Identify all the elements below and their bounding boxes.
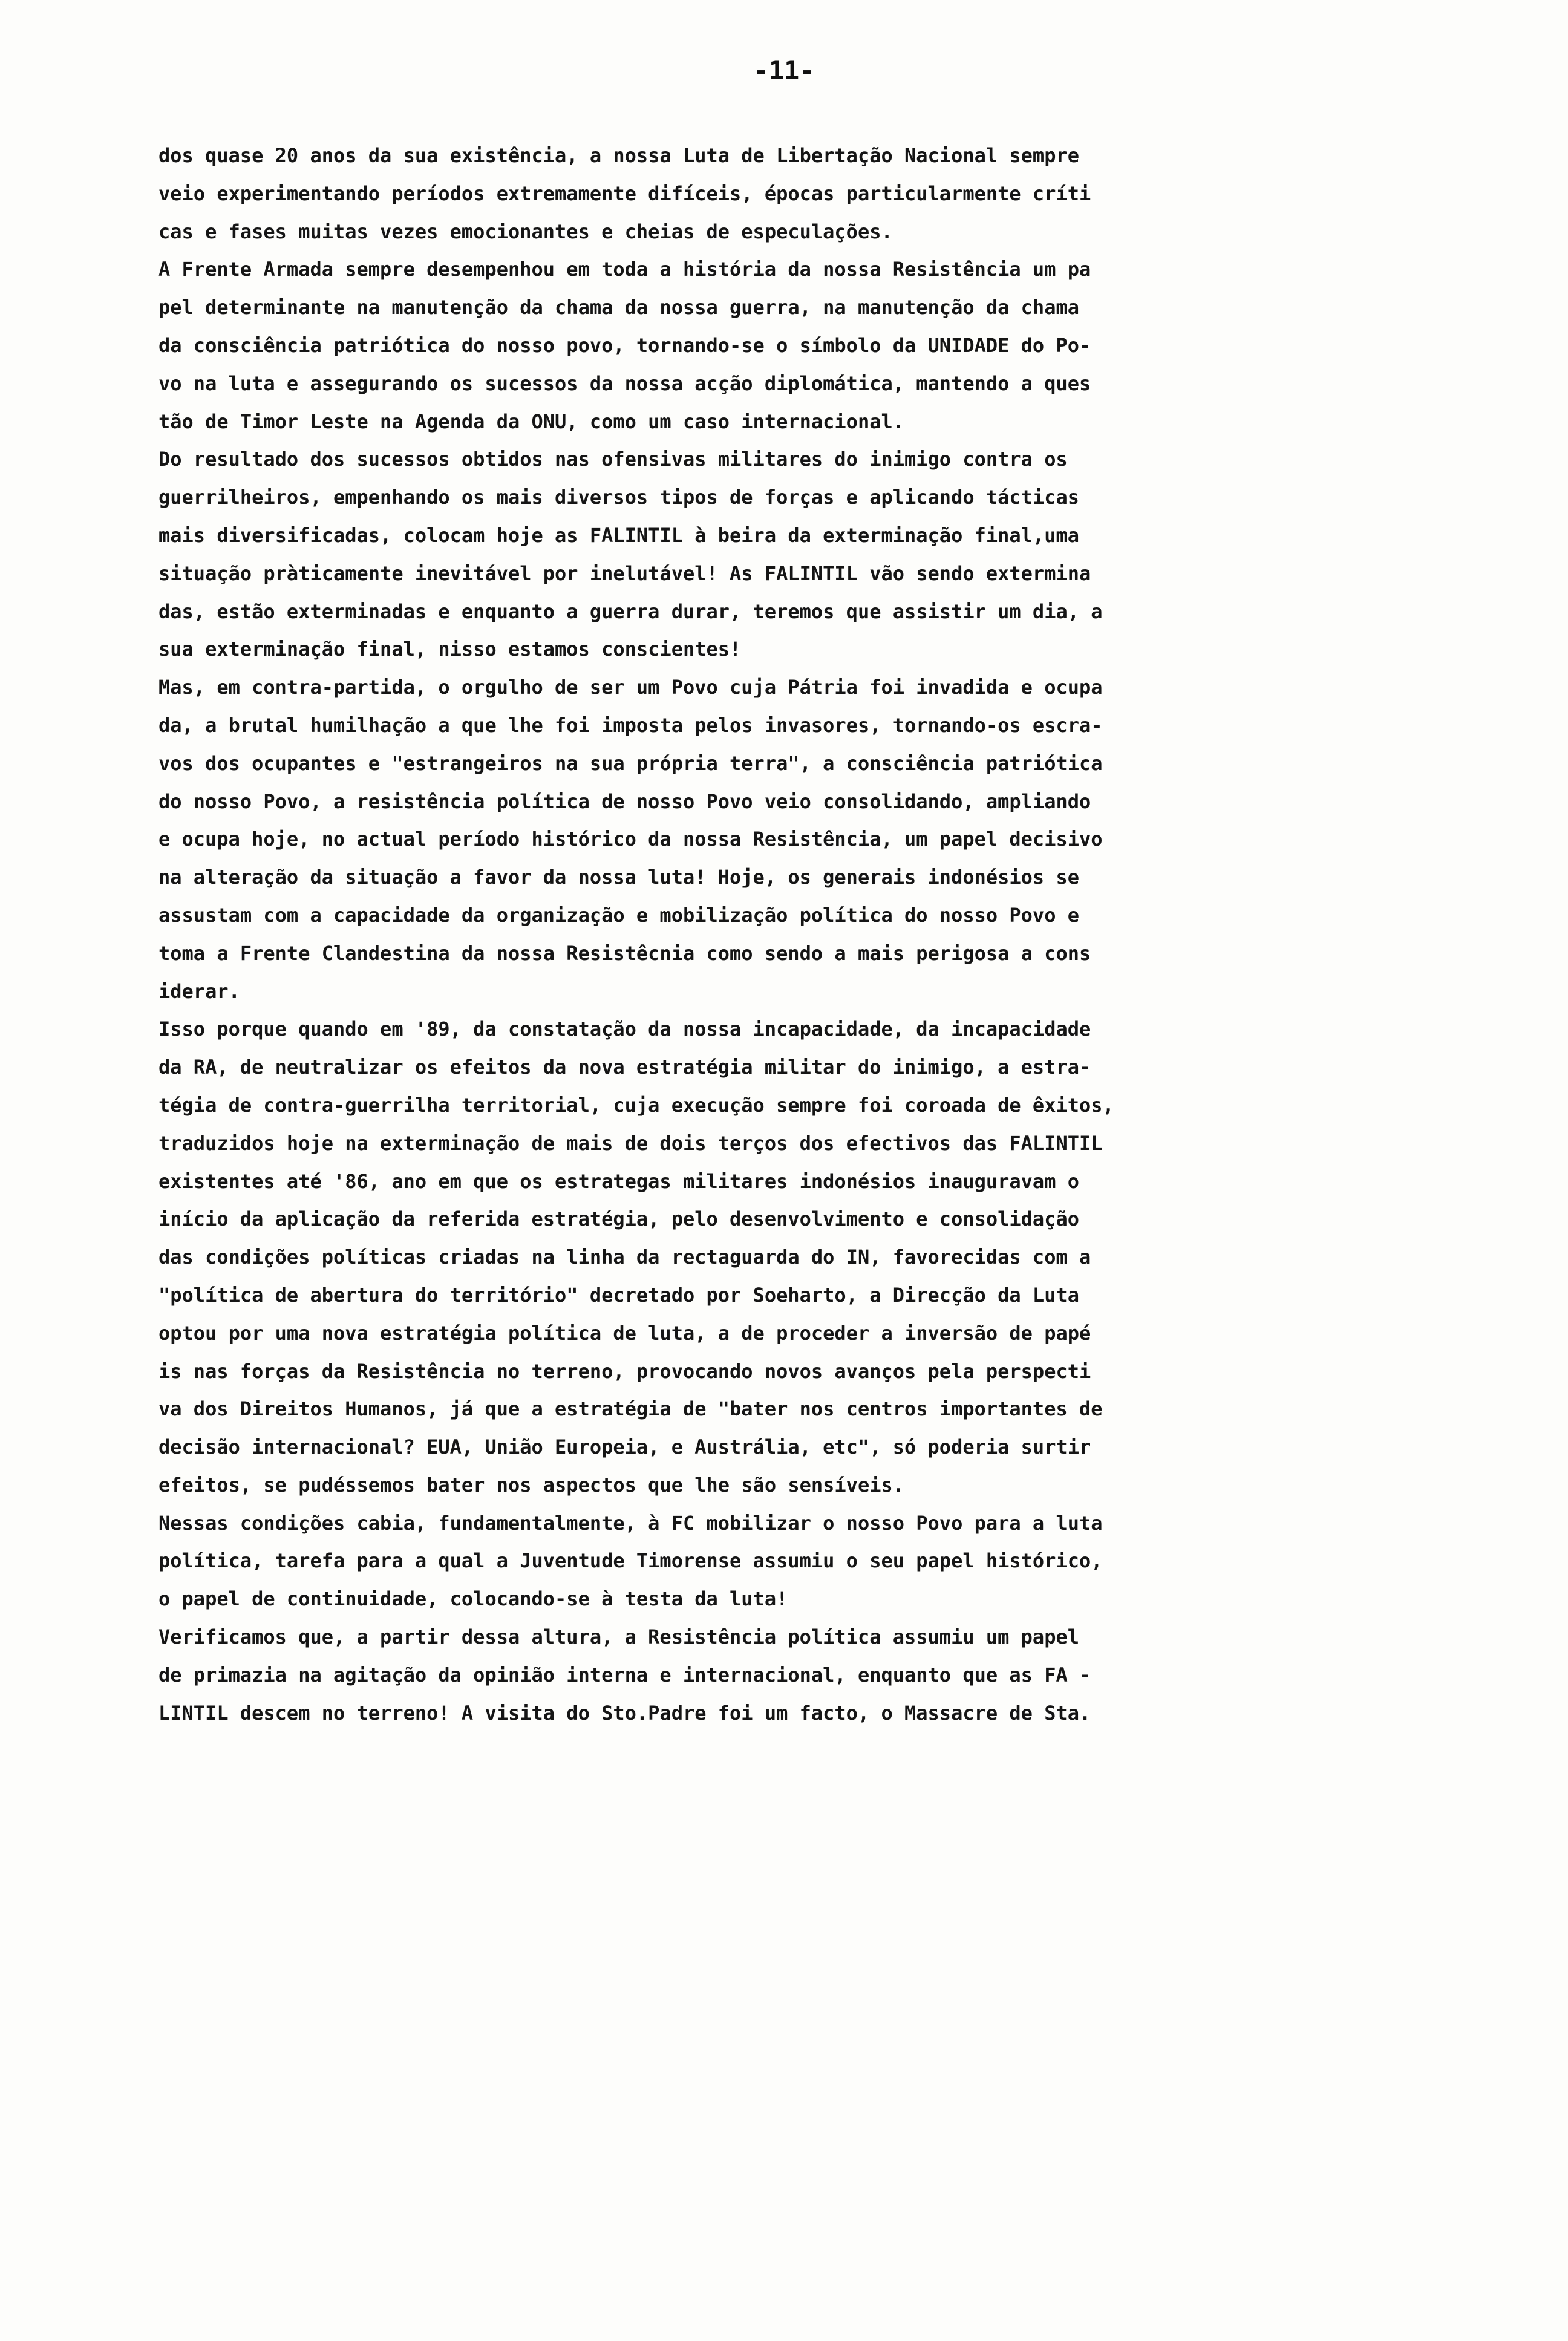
text-line: A Frente Armada sempre desempenhou em toda a história da nossa Resistência um pa — [158, 258, 1091, 281]
text-line: iderar. — [158, 979, 240, 1003]
text-line: pel determinante na manutenção da chama da nossa guerra, na manutenção da chama — [158, 296, 1079, 319]
text-line: início da aplicação da referida estratégia, pelo desenvolvimento e consolidação — [158, 1207, 1079, 1231]
text-line: de primazia na agitação da opinião interna e internacional, enquanto que as FA - — [158, 1663, 1091, 1686]
text-line: efeitos, se pudéssemos bater nos aspectos que lhe são sensíveis. — [158, 1473, 904, 1497]
text-line: va dos Direitos Humanos, já que a estratégia de "bater nos centros importantes de — [158, 1397, 1103, 1421]
text-line: existentes até '86, ano em que os estrategas militares indonésios inauguravam o — [158, 1169, 1079, 1193]
text-line: veio experimentando períodos extremamente difíceis, épocas particularmente críti — [158, 181, 1091, 205]
text-line: política, tarefa para a qual a Juventude Timorense assumiu o seu papel histórico, — [158, 1549, 1103, 1573]
text-line: vo na luta e assegurando os sucessos da nossa acção diplomática, mantendo a ques — [158, 371, 1091, 395]
text-line: vos dos ocupantes e "estrangeiros na sua própria terra", a consciência patriótica — [158, 751, 1103, 775]
document-body — [158, 137, 1412, 1732]
text-line: decisão internacional? EUA, União Europeia, e Austrália, etc", só poderia surtir — [158, 1435, 1091, 1459]
text-line: tão de Timor Leste na Agenda da ONU, como um caso internacional. — [158, 410, 904, 433]
text-line: LINTIL descem no terreno! A visita do Sto.Padre foi um facto, o Massacre de Sta. — [158, 1701, 1091, 1725]
text-line: do nosso Povo, a resistência política de nosso Povo veio consolidando, ampliando — [158, 789, 1091, 813]
text-line: Do resultado dos sucessos obtidos nas ofensivas militares do inimigo contra os — [158, 448, 1068, 471]
text-line: o papel de continuidade, colocando-se à testa da luta! — [158, 1587, 788, 1611]
text-line: tégia de contra-guerrilha territorial, cuja execução sempre foi coroada de êxitos, — [158, 1093, 1114, 1117]
text-line: da RA, de neutralizar os efeitos da nova estratégia militar do inimigo, a estra- — [158, 1056, 1091, 1079]
text-line: das condições políticas criadas na linha da rectaguarda do IN, favorecidas com a — [158, 1246, 1091, 1269]
text-line: Verificamos que, a partir dessa altura, a Resistência política assumiu um papel — [158, 1625, 1079, 1649]
text-line: Isso porque quando em '89, da constatação da nossa incapacidade, da incapacidade — [158, 1017, 1091, 1041]
text-line: das, estão exterminadas e enquanto a guerra durar, teremos que assistir um dia, a — [158, 599, 1103, 623]
text-line: da consciência patriótica do nosso povo, tornando-se o símbolo da UNIDADE do Po- — [158, 333, 1091, 357]
text-line: guerrilheiros, empenhando os mais diversos tipos de forças e aplicando tácticas — [158, 486, 1079, 509]
text-line: cas e fases muitas vezes emocionantes e cheias de especulações. — [158, 220, 893, 243]
text-line: optou por uma nova estratégia política de luta, a de proceder a inversão de papé — [158, 1321, 1091, 1345]
text-line: na alteração da situação a favor da nossa luta! Hoje, os generais indonésios se — [158, 866, 1079, 889]
text-line: situação pràticamente inevitável por inelutável! As FALINTIL vão sendo extermina — [158, 561, 1091, 585]
text-line: mais diversificadas, colocam hoje as FALINTIL à beira da exterminação final,uma — [158, 523, 1079, 547]
text-line: assustam com a capacidade da organização e mobilização política do nosso Povo e — [158, 903, 1079, 927]
text-line: is nas forças da Resistência no terreno, provocando novos avanços pela perspecti — [158, 1359, 1091, 1383]
text-line: Nessas condições cabia, fundamentalmente, à FC mobilizar o nosso Povo para a luta — [158, 1511, 1103, 1535]
text-line: da, a brutal humilhação a que lhe foi imposta pelos invasores, tornando-os escra- — [158, 713, 1103, 737]
text-line: toma a Frente Clandestina da nossa Resistêcnia como sendo a mais perigosa a cons — [158, 941, 1091, 965]
text-line: "política de abertura do território" decretado por Soeharto, a Direcção da Luta — [158, 1283, 1079, 1307]
text-line: dos quase 20 anos da sua existência, a nossa Luta de Libertação Nacional sempre — [158, 144, 1079, 167]
text-line: sua exterminação final, nisso estamos conscientes! — [158, 638, 742, 661]
text-line: e ocupa hoje, no actual período histórico da nossa Resistência, um papel decisivo — [158, 828, 1103, 851]
text-line: traduzidos hoje na exterminação de mais de dois terços dos efectivos das FALINTIL — [158, 1131, 1103, 1155]
text-line: Mas, em contra-partida, o orgulho de ser um Povo cuja Pátria foi invadida e ocupa — [158, 676, 1103, 699]
page-number: -11- — [753, 56, 815, 85]
